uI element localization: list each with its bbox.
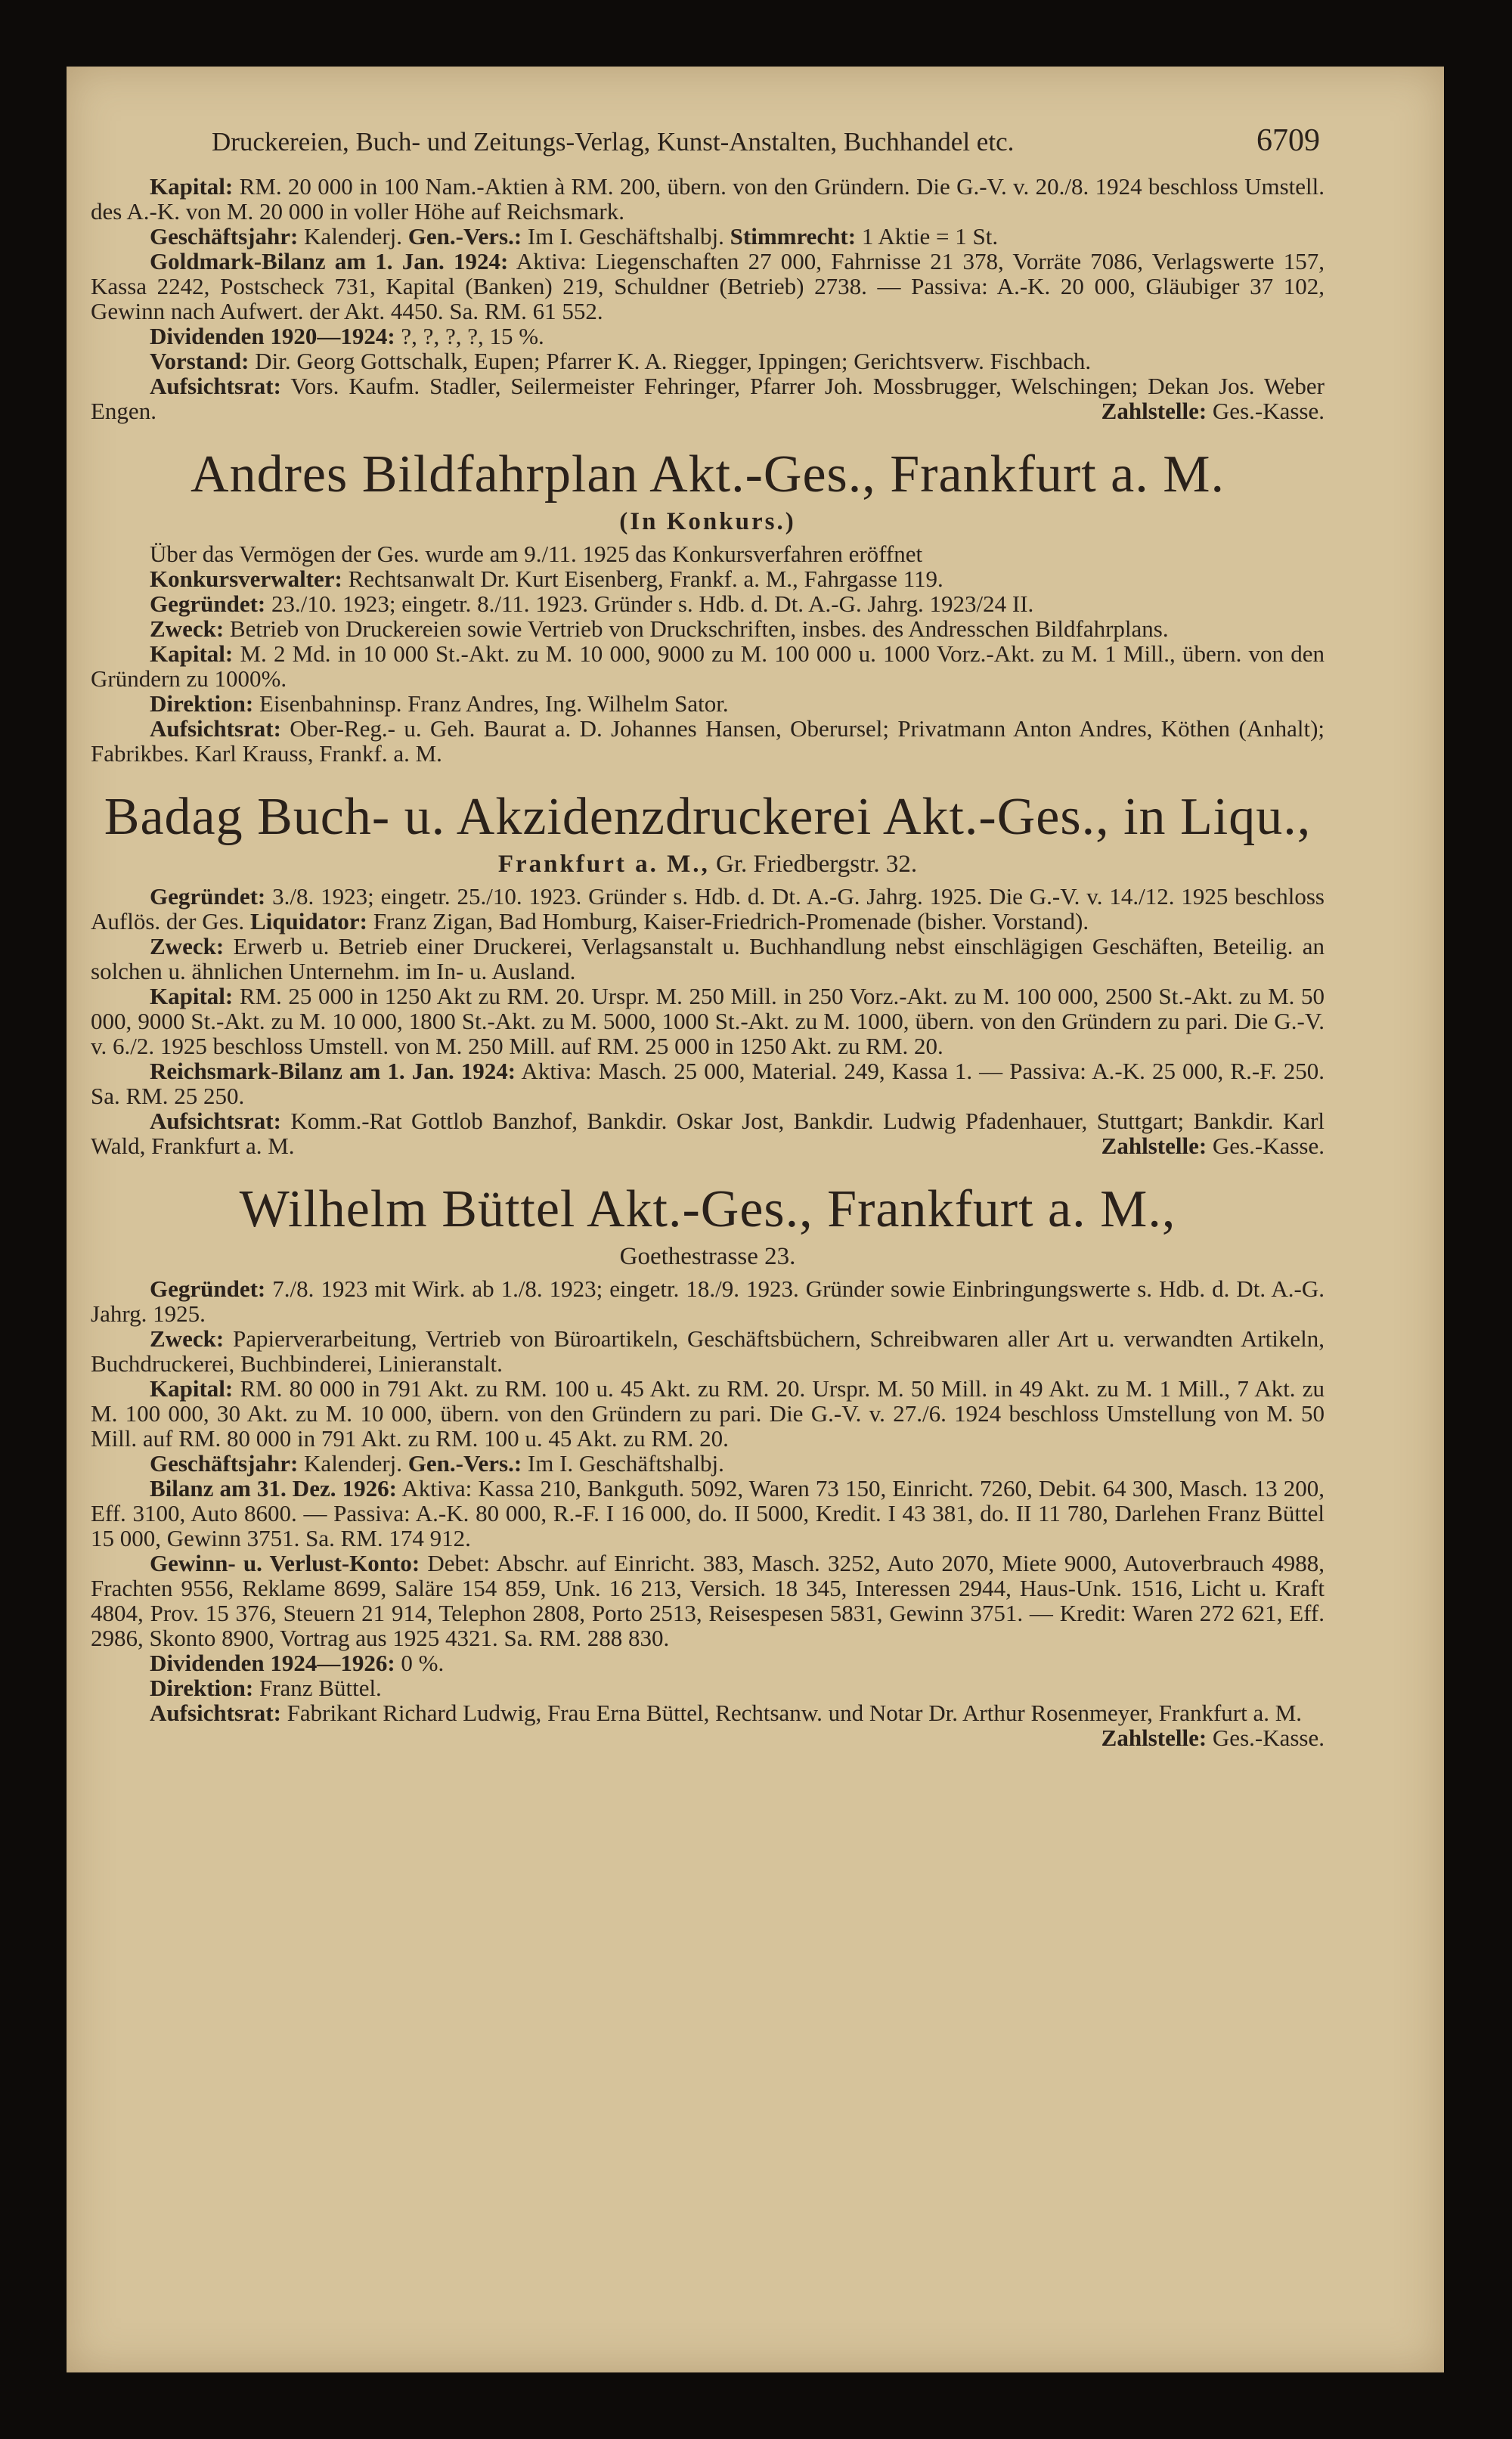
zweck-text: Papierverarbeitung, Vertrieb von Büroartikeln, Geschäftsbüchern, Schreibwaren aller Art u. verwandten Artikeln, Buchdruckerei, Buchbinderei, Linieranstalt.: [91, 1325, 1325, 1377]
aufsichtsrat-label: Aufsichtsrat:: [150, 1700, 281, 1726]
gegruendet-text: 7./8. 1923 mit Wirk. ab 1./8. 1923; eingetr. 18./9. 1923. Gründer sowie Einbringungswerte s. Hdb. d. Dt. A.-G. Jahrg. 1925.: [91, 1275, 1325, 1327]
kapital-label: Kapital:: [150, 173, 234, 200]
stimmrecht-label: Stimmrecht:: [730, 223, 857, 249]
bilanz-text: Aktiva: Kassa 210, Bankguth. 5092, Waren 73 150, Einricht. 7260, Debit. 64 300, Masch. 13 200, Eff. 3100, Auto 8600. — Passiva: A.-K. 80 000, R.-F. I 16 000, do. II 5000, Kredit. I 43 381, do. II 11 780, Darlehen Franz Büttel 15 000, Gewinn 3751. Sa. RM. 174 912.: [91, 1475, 1325, 1551]
vorstand-text: Dir. Georg Gottschalk, Eupen; Pfarrer K. A. Riegger, Ippingen; Gerichtsverw. Fischbach.: [255, 348, 1092, 374]
kapital-label: Kapital:: [150, 1375, 234, 1402]
aufsichtsrat-text: Ober-Reg.- u. Geh. Baurat a. D. Johannes Hansen, Oberursel; Privatmann Anton Andres, Köthen (Anhalt); Fabrikbes. Karl Krauss, Frankf. a. M.: [91, 715, 1325, 767]
geschaeftsjahr-paragraph: [91, 1451, 1325, 1476]
company-subtitle: [91, 849, 1325, 879]
bilanz-text: Aktiva: Liegenschaften 27 000, Fahrnisse 21 378, Vorräte 7086, Verlagswerte 157, Kassa 2242, Postscheck 731, Kapital (Banken) 219, Schuldner (Betrieb) 2738. — Passiva: A.-K. 20 000, Gläubiger 37 102, Gewinn nach Aufwert. der Akt. 4450. Sa. RM. 61 552.: [91, 248, 1325, 324]
guv-label: Gewinn- u. Verlust-Konto:: [150, 1550, 420, 1576]
konkurs-note: (In Konkurs.): [619, 508, 796, 535]
konkursverwalter-label: Konkursverwalter:: [150, 566, 342, 592]
direktion-paragraph: [91, 1675, 1325, 1700]
zahlstelle-label: Zahlstelle:: [1101, 1725, 1207, 1751]
kapital-paragraph: [91, 641, 1325, 691]
bilanz-label: Bilanz am 31. Dez. 1926:: [150, 1475, 397, 1502]
geschaeftsjahr-text: Kalenderj.: [304, 1450, 403, 1477]
entry-wilhelm-buettel: [91, 1178, 1325, 1750]
gegruendet-text: 3./8. 1923; eingetr. 25./10. 1923. Gründer s. Hdb. d. Dt. A.-G. Jahrg. 1925. Die G.-V. v. 14./12. 1925 beschloss Auflös. der Ges.: [91, 883, 1325, 934]
company-address: Goethestrasse 23.: [619, 1243, 796, 1270]
konkurs-paragraph: Über das Vermögen der Ges. wurde am 9./11. 1925 das Konkursverfahren eröffnet: [150, 541, 923, 567]
konkursverwalter-text: Rechtsanwalt Dr. Kurt Eisenberg, Frankf. a. M., Fahrgasse 119.: [348, 566, 943, 592]
zweck-text: Erwerb u. Betrieb einer Druckerei, Verlagsanstalt u. Buchhandlung nebst einschlägigen Geschäften, Beteilig. an solchen u. ähnlichen Unternehm. im In- u. Ausland.: [91, 933, 1325, 984]
aufsichtsrat-label: Aufsichtsrat:: [150, 715, 281, 742]
aufsichtsrat-text: Komm.-Rat Gottlob Banzhof, Bankdir. Oskar Jost, Bankdir. Ludwig Pfadenhauer, Stuttgart; Bankdir. Karl Wald, Frankfurt a. M.: [91, 1108, 1325, 1159]
zahlstelle-text: Ges.-Kasse.: [1212, 1133, 1325, 1159]
geschaeftsjahr-text: Kalenderj.: [304, 223, 403, 249]
gegruendet-text: 23./10. 1923; eingetr. 8./11. 1923. Gründer s. Hdb. d. Dt. A.-G. Jahrg. 1923/24 II.: [271, 590, 1034, 617]
zahlstelle: [1043, 1725, 1325, 1750]
running-header: [212, 123, 1320, 158]
bilanz-paragraph: [91, 249, 1325, 324]
aufsichtsrat-text: Fabrikant Richard Ludwig, Frau Erna Büttel, Rechtsanw. und Notar Dr. Arthur Rosenmeyer, Frankfurt a. M.: [287, 1700, 1303, 1726]
zahlstelle-label: Zahlstelle:: [1101, 1133, 1207, 1159]
aufsichtsrat-paragraph: [91, 716, 1325, 766]
aufsichtsrat-paragraph: [91, 373, 1325, 423]
zweck-text: Betrieb von Druckereien sowie Vertrieb von Druckschriften, insbes. des Andresschen Bildfahrplans.: [229, 615, 1169, 642]
dividenden-text: ?, ?, ?, ?, 15 %.: [401, 323, 544, 349]
gegruendet-label: Gegründet:: [150, 1275, 266, 1302]
dividenden-paragraph: [91, 324, 1325, 349]
geschaeftsjahr-label: Geschäftsjahr:: [150, 223, 299, 249]
kapital-text: M. 2 Md. in 10 000 St.-Akt. zu M. 10 000, 9000 zu M. 100 000 u. 1000 Vorz.-Akt. zu M. 1 Mill., übern. von den Gründern zu 1000%.: [91, 640, 1325, 692]
bilanz-paragraph: [91, 1058, 1325, 1108]
kapital-paragraph: [91, 984, 1325, 1058]
zweck-label: Zweck:: [150, 933, 225, 959]
zweck-paragraph: [91, 1326, 1325, 1376]
direktion-text: Franz Büttel.: [259, 1675, 382, 1701]
geschaeftsjahr-paragraph: [91, 224, 1325, 249]
zahlstelle: [1043, 1133, 1325, 1158]
kapital-paragraph: [91, 1376, 1325, 1451]
dividenden-paragraph: [91, 1650, 1325, 1675]
company-address: Gr. Friedbergstr. 32.: [716, 851, 918, 878]
running-title: Druckereien, Buch- und Zeitungs-Verlag, Kunst-Anstalten, Buchhandel etc.: [212, 127, 1015, 157]
guv-text: Debet: Abschr. auf Einricht. 383, Masch. 3252, Auto 2070, Miete 9000, Autoverbrauch 4988, Frachten 9556, Reklame 8699, Saläre 154 859, Unk. 16 213, Versich. 18 345, Interessen 2944, Haus-Unk. 1516, Licht u. Kraft 4804, Prov. 15 376, Steuern 21 914, Telephon 2808, Porto 2513, Reisespesen 5831, Gewinn 3751. — Kredit: Waren 272 621, Eff. 2986, Skonto 8900, Vortrag aus 1925 4321. Sa. RM. 288 830.: [91, 1550, 1325, 1651]
zahlstelle-label: Zahlstelle:: [1101, 398, 1207, 424]
dividenden-label: Dividenden 1924—1926:: [150, 1650, 395, 1676]
liquidator-text: Franz Zigan, Bad Homburg, Kaiser-Friedrich-Promenade (bisher. Vorstand).: [373, 908, 1089, 934]
genvers-label: Gen.-Vers.:: [407, 223, 522, 249]
bilanz-label: Reichsmark-Bilanz am 1. Jan. 1924:: [150, 1058, 516, 1084]
genvers-text: Im I. Geschäftshalbj.: [527, 223, 724, 249]
stimmrecht-text: 1 Aktie = 1 St.: [861, 223, 999, 249]
direktion-label: Direktion:: [150, 690, 254, 717]
zahlstelle-text: Ges.-Kasse.: [1212, 398, 1325, 424]
direktion-label: Direktion:: [150, 1675, 254, 1701]
company-title: Badag Buch- u. Akzidenzdruckerei Akt.-Ges., in Liqu.,: [104, 788, 1312, 846]
aufsichtsrat-paragraph: [91, 1700, 1325, 1751]
aufsichtsrat-label: Aufsichtsrat:: [150, 373, 281, 399]
zahlstelle-text: Ges.-Kasse.: [1212, 1725, 1325, 1751]
gegruendet-paragraph: [91, 1276, 1325, 1326]
guv-paragraph: [91, 1551, 1325, 1650]
gegruendet-label: Gegründet:: [150, 883, 266, 910]
kapital-label: Kapital:: [150, 640, 234, 667]
zweck-paragraph: [91, 616, 1325, 641]
direktion-paragraph: [91, 691, 1325, 716]
liquidator-label: Liquidator:: [249, 908, 367, 934]
aufsichtsrat-text: Vors. Kaufm. Stadler, Seilermeister Fehringer, Pfarrer Joh. Mossbrugger, Welschingen; Dekan Jos. Weber Engen.: [91, 373, 1325, 424]
bilanz-paragraph: [91, 1476, 1325, 1551]
kapital-text: RM. 80 000 in 791 Akt. zu RM. 100 u. 45 Akt. zu RM. 20. Urspr. M. 50 Mill. in 49 Akt. zu M. 1 Mill., 7 Akt. zu M. 100 000, 30 Akt. zu M. 10 000, übern. von den Gründern zu pari. Die G.-V. v. 27./6. 1924 beschloss Umstellung von M. 50 Mill. auf RM. 80 000 in 791 Akt. zu RM. 100 u. 45 Akt. zu RM. 20.: [91, 1375, 1325, 1452]
geschaeftsjahr-label: Geschäftsjahr:: [150, 1450, 299, 1477]
konkursverwalter-paragraph: [91, 566, 1325, 591]
entry-andres-bildfahrplan: [91, 443, 1325, 766]
zweck-paragraph: [91, 934, 1325, 984]
dividenden-text: 0 %.: [401, 1650, 445, 1676]
bilanz-label: Goldmark-Bilanz am 1. Jan. 1924:: [150, 248, 509, 274]
company-title: Andres Bildfahrplan Akt.-Ges., Frankfurt a. M.: [191, 445, 1225, 504]
zahlstelle: [1043, 398, 1325, 423]
vorstand-label: Vorstand:: [150, 348, 249, 374]
genvers-label: Gen.-Vers.:: [407, 1450, 522, 1477]
kapital-paragraph: [91, 174, 1325, 224]
gegruendet-paragraph: [91, 884, 1325, 934]
dividenden-label: Dividenden 1920—1924:: [150, 323, 395, 349]
entry-badag: [91, 786, 1325, 1158]
kapital-text: RM. 20 000 in 100 Nam.-Aktien à RM. 200, übern. von den Gründern. Die G.-V. v. 20./8. 1924 beschloss Umstell. des A.-K. von M. 20 000 in voller Höhe auf Reichsmark.: [91, 173, 1325, 225]
aufsichtsrat-paragraph: [91, 1108, 1325, 1158]
zweck-label: Zweck:: [150, 615, 225, 642]
kapital-text: RM. 25 000 in 1250 Akt zu RM. 20. Urspr. M. 250 Mill. in 250 Vorz.-Akt. zu M. 100 000, 2500 St.-Akt. zu M. 50 000, 9000 St.-Akt. zu M. 10 000, 1800 St.-Akt. zu M. 5000, 1000 St.-Akt. zu M. 1000, übern. von den Gründern zu pari. Die G.-V. v. 6./2. 1925 beschloss Umstell. von M. 250 Mill. auf RM. 25 000 in 1250 Akt. zu RM. 20.: [91, 983, 1325, 1059]
company-subtitle: [91, 507, 1325, 537]
vorstand-paragraph: [91, 349, 1325, 373]
entry-continuation: [91, 174, 1325, 423]
company-city: Frankfurt a. M.,: [497, 851, 710, 878]
genvers-text: Im I. Geschäftshalbj.: [527, 1450, 724, 1477]
aufsichtsrat-label: Aufsichtsrat:: [150, 1108, 281, 1134]
page-content: [91, 123, 1325, 1751]
gegruendet-paragraph: [91, 591, 1325, 616]
company-title: Wilhelm Büttel Akt.-Ges., Frankfurt a. M.,: [239, 1180, 1176, 1238]
scanned-page: [67, 67, 1444, 2372]
direktion-text: Eisenbahninsp. Franz Andres, Ing. Wilhelm Sator.: [259, 690, 729, 717]
gegruendet-label: Gegründet:: [150, 590, 266, 617]
zweck-label: Zweck:: [150, 1325, 225, 1352]
kapital-label: Kapital:: [150, 983, 234, 1009]
bilanz-text: Aktiva: Masch. 25 000, Material. 249, Kassa 1. — Passiva: A.-K. 25 000, R.-F. 250. Sa. RM. 25 250.: [91, 1058, 1325, 1109]
page-number: 6709: [1256, 123, 1320, 158]
